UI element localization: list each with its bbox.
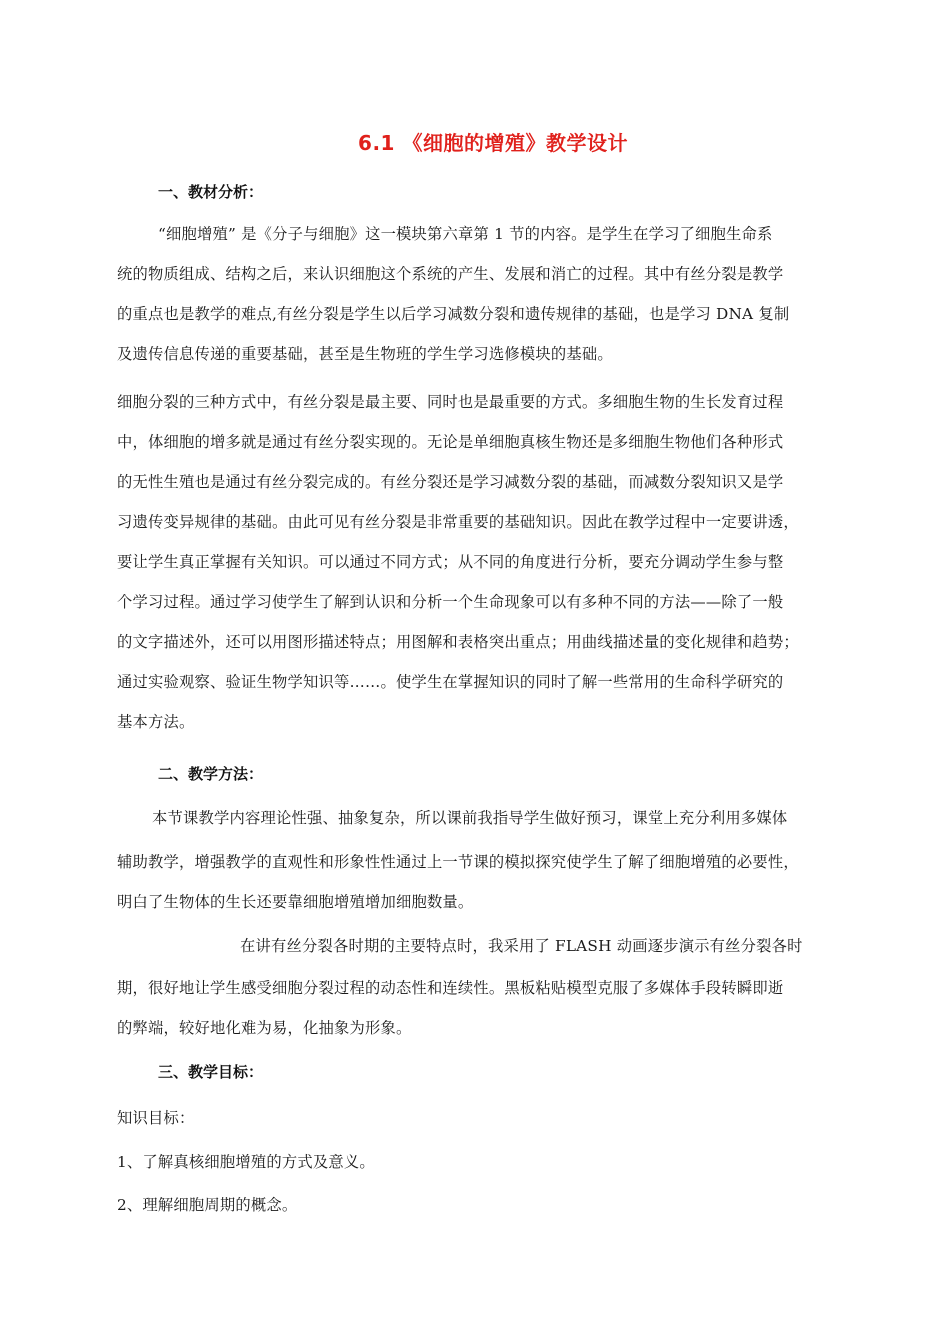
paragraph-line: 的文字描述外，还可以用图形描述特点；用图解和表格突出重点；用曲线描述量的变化规律和趋势； [117, 633, 799, 651]
subheading-knowledge-objectives: 知识目标： [117, 1109, 195, 1127]
paragraph-line: 统的物质组成、结构之后，来认识细胞这个系统的产生、发展和消亡的过程。其中有丝分裂是教学 [117, 265, 784, 283]
paragraph-line: 及遗传信息传递的重要基础，甚至是生物班的学生学习选修模块的基础。 [117, 345, 613, 363]
section-heading-methods: 二、教学方法： [158, 765, 264, 783]
section-heading-objectives: 三、教学目标： [158, 1063, 264, 1081]
paragraph-line: 辅助教学，增强教学的直观性和形象性性通过上一节课的模拟探究使学生了解了细胞增殖的必要性， [117, 853, 799, 871]
paragraph-line: 中，体细胞的增多就是通过有丝分裂实现的。无论是单细胞真核生物还是多细胞生物他们各种形式 [117, 433, 784, 451]
section-heading-materials: 一、教材分析： [158, 183, 264, 201]
paragraph-line: 期，很好地让学生感受细胞分裂过程的动态性和连续性。黑板粘贴模型克服了多媒体手段转瞬即逝 [117, 979, 784, 997]
paragraph-line: 要让学生真正掌握有关知识。可以通过不同方式；从不同的角度进行分析，要充分调动学生参与整 [117, 553, 784, 571]
list-item: 1、了解真核细胞增殖的方式及意义。 [117, 1153, 375, 1171]
paragraph-line: 通过实验观察、验证生物学知识等……。使学生在掌握知识的同时了解一些常用的生命科学研究的 [117, 673, 784, 691]
paragraph-line: 的弊端，较好地化难为易，化抽象为形象。 [117, 1019, 412, 1037]
list-item: 2、理解细胞周期的概念。 [117, 1196, 298, 1214]
paragraph-line: 基本方法。 [117, 713, 195, 731]
paragraph-line: 细胞分裂的三种方式中，有丝分裂是最主要、同时也是最重要的方式。多细胞生物的生长发育过程 [117, 393, 784, 411]
paragraph-line: 的重点也是教学的难点,有丝分裂是学生以后学习减数分裂和遗传规律的基础，也是学习 DNA 复制 [117, 305, 790, 323]
paragraph-line: 在讲有丝分裂各时期的主要特点时，我采用了 FLASH 动画逐步演示有丝分裂各时 [240, 937, 803, 955]
paragraph-line: “细胞增殖” 是《分子与细胞》这一模块第六章第 1 节的内容。是学生在学习了细胞生命系 [158, 225, 773, 243]
paragraph-line: 习遗传变异规律的基础。由此可见有丝分裂是非常重要的基础知识。因此在教学过程中一定要讲透， [117, 513, 799, 531]
paragraph-line: 的无性生殖也是通过有丝分裂完成的。有丝分裂还是学习减数分裂的基础，而减数分裂知识又是学 [117, 473, 784, 491]
paragraph-line: 明白了生物体的生长还要靠细胞增殖增加细胞数量。 [117, 893, 474, 911]
paragraph-line: 本节课教学内容理论性强、抽象复杂，所以课前我指导学生做好预习，课堂上充分利用多媒体 [152, 809, 788, 827]
document-title: 6.1 《细胞的增殖》教学设计 [358, 131, 628, 155]
paragraph-line: 个学习过程。通过学习使学生了解到认识和分析一个生命现象可以有多种不同的方法——除了一般 [117, 593, 784, 611]
